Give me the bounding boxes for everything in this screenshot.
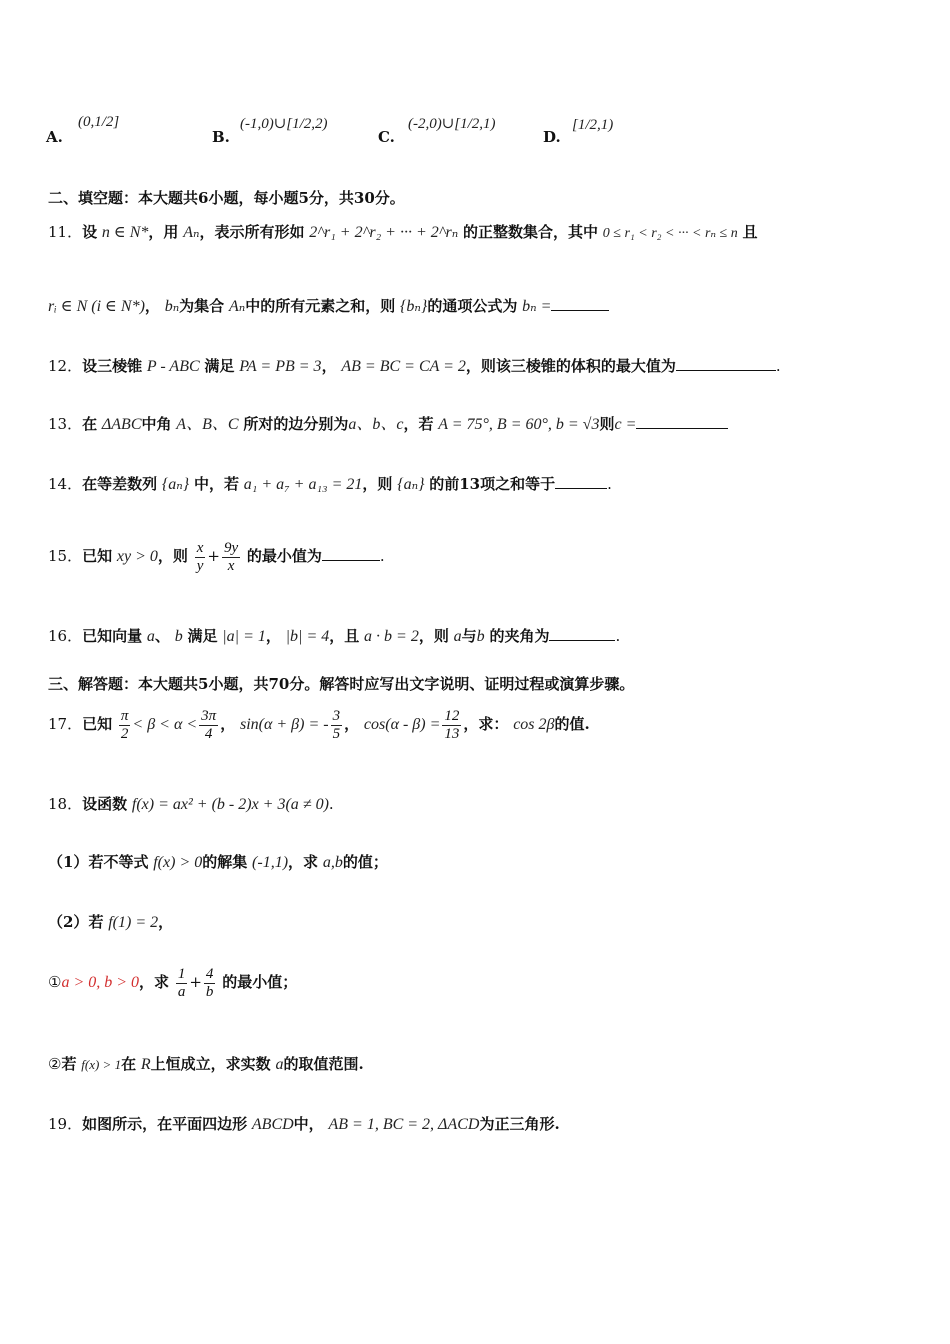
math: < β < α < — [132, 716, 198, 733]
math: rᵢ ∈ N (i ∈ N*) — [48, 298, 145, 315]
math: a,b — [322, 854, 343, 871]
text: 的解集 — [202, 853, 248, 871]
part-label: （1） — [48, 853, 89, 871]
numerator: 9y — [223, 539, 239, 556]
text: ，求： — [463, 715, 509, 733]
text: 的取值范围. — [283, 1055, 364, 1073]
question-17 — [48, 704, 910, 745]
math: f(x) = ax² + (b - 2)x + 3(a ≠ 0) — [131, 796, 329, 813]
math: a — [275, 1056, 284, 1073]
text: ， — [344, 715, 360, 733]
math: A = 75°, B = 60°, b = √3 — [438, 416, 600, 433]
text: 的最小值为 — [246, 547, 322, 565]
text: ， — [144, 297, 160, 315]
text: 中，若 — [193, 475, 239, 493]
text: 在 — [82, 415, 98, 433]
question-11 — [48, 222, 910, 244]
text: 所对的边分别为 — [243, 415, 349, 433]
math: {bₙ} — [400, 298, 428, 315]
text: ，表示所有形如 — [199, 223, 305, 241]
math: f(1) = 2 — [108, 914, 159, 931]
option-d-math: [1/2,1) — [572, 117, 614, 133]
option-label: A. — [46, 128, 63, 146]
text: ，则 — [157, 547, 188, 565]
math: {aₙ} — [161, 476, 190, 493]
question-number: 11． — [48, 223, 83, 241]
text: 中角 — [141, 415, 172, 433]
math: a — [146, 628, 155, 645]
text: . — [775, 357, 781, 375]
math: f(x) > 0 — [153, 854, 203, 871]
circled-number: ① — [48, 973, 62, 991]
question-16 — [48, 626, 910, 647]
text: 中， — [293, 1115, 324, 1133]
math: sin(α + β) = - — [239, 716, 329, 733]
question-18-part-2-sub-1 — [48, 962, 910, 1003]
option-label: B. — [212, 128, 230, 146]
question-number: 15． — [48, 547, 83, 565]
option-a-math: (0,1/2] — [78, 114, 120, 130]
question-number: 18． — [48, 795, 83, 813]
text: 已知向量 — [82, 627, 143, 645]
text: 的前13项之和等于 — [429, 475, 556, 493]
text: ，则该三棱锥的体积的最大值为 — [465, 357, 676, 375]
text: 已知 — [82, 715, 113, 733]
math: bₙ = — [522, 298, 552, 315]
math: xy > 0 — [116, 548, 158, 565]
question-11-line-2 — [48, 296, 910, 317]
math: bₙ — [164, 298, 180, 315]
text: 且 — [742, 223, 758, 241]
question-18 — [48, 794, 910, 815]
text: ，求 — [288, 853, 319, 871]
text: ， — [321, 357, 337, 375]
question-18-part-2 — [48, 912, 910, 933]
math: PA = PB = 3 — [239, 358, 322, 375]
option-b-math: (-1,0)∪[1/2,2) — [240, 116, 328, 132]
text: 如图所示，在平面四边形 — [82, 1115, 248, 1133]
section-heading-answer: 三、解答题：本大题共5小题，共70分。解答时应写出文字说明、证明过程或演算步骤。 — [48, 675, 635, 693]
answer-blank[interactable] — [549, 626, 615, 641]
question-12 — [48, 356, 910, 377]
math: cos(α - β) = — [363, 716, 441, 733]
text: 为集合 — [179, 297, 225, 315]
denominator: 5 — [332, 725, 341, 742]
option-label: C. — [378, 128, 395, 146]
text: 的最小值； — [222, 973, 298, 991]
text: 若不等式 — [88, 853, 149, 871]
text: 的正整数集合，其中 — [462, 223, 598, 241]
math: 0 ≤ r₁ < r₂ < ··· < rₙ ≤ n — [602, 226, 738, 241]
fraction-pi-over-2 — [119, 708, 131, 743]
answer-blank[interactable] — [636, 414, 728, 429]
math: |a| = 1 — [222, 628, 266, 645]
denominator: 4 — [204, 725, 213, 742]
text: 的通项公式为 — [427, 297, 518, 315]
math: 2^r₁ + 2^r₂ + ··· + 2^rₙ — [309, 224, 459, 241]
math: n ∈ N* — [101, 224, 149, 241]
text: ，且 — [329, 627, 360, 645]
text: 满足 — [204, 357, 235, 375]
question-number: 16． — [48, 627, 83, 645]
math: (-1,1) — [252, 854, 289, 871]
text: 在等差数列 — [82, 475, 158, 493]
numerator: 3 — [332, 707, 341, 724]
option-c — [378, 128, 395, 146]
option-c-math: (-2,0)∪[1/2,1) — [408, 116, 496, 132]
math: a · b = 2 — [364, 628, 419, 645]
math: R — [140, 1056, 151, 1073]
math: cos 2β — [513, 716, 555, 733]
text: 在 — [121, 1055, 137, 1073]
numerator: 12 — [444, 707, 460, 724]
math: |b| = 4 — [285, 628, 330, 645]
numerator: x — [196, 539, 204, 556]
text: ， — [220, 715, 236, 733]
text: 已知 — [82, 547, 113, 565]
fraction-3pi-over-4 — [199, 708, 218, 743]
numerator: π — [120, 707, 129, 724]
math: a、b、c — [348, 416, 404, 433]
text: ，则 — [362, 475, 393, 493]
answer-blank[interactable] — [551, 296, 609, 311]
text: 若 — [88, 913, 104, 931]
question-18-part-2-sub-2 — [48, 1054, 910, 1075]
question-number: 13． — [48, 415, 83, 433]
question-number: 14． — [48, 475, 83, 493]
text: 满足 — [187, 627, 218, 645]
denominator: y — [196, 557, 204, 574]
option-d — [543, 128, 561, 146]
math: AB = 1, BC = 2, ΔACD — [328, 1116, 480, 1133]
text: ，则 — [418, 627, 449, 645]
answer-blank[interactable] — [322, 546, 380, 561]
question-number: 12． — [48, 357, 83, 375]
text: ，用 — [148, 223, 179, 241]
text: 的夹角为 — [489, 627, 550, 645]
math: ΔABC — [101, 416, 142, 433]
option-label: D. — [543, 128, 561, 146]
text: 设 — [82, 223, 98, 241]
denominator: 13 — [444, 725, 460, 742]
option-a — [46, 128, 63, 146]
math: a > 0, b > 0 — [61, 974, 140, 991]
numerator: 4 — [205, 965, 214, 982]
text: . — [379, 547, 385, 565]
denominator: x — [227, 557, 235, 574]
fraction-3-over-5 — [331, 708, 343, 743]
question-15: 15．已知 xy > 0，则 $\frac{x}{y}$ + $\frac{9y}{x}$ 的最小值为 . — [48, 539, 385, 574]
math: Aₙ — [228, 298, 246, 315]
text: ， — [158, 913, 174, 931]
math: {aₙ} — [397, 476, 425, 493]
fraction-4-over-b — [204, 966, 216, 1001]
math: ABCD — [251, 1116, 294, 1133]
math: a — [453, 628, 462, 645]
denominator: a — [177, 983, 186, 1000]
fraction-1-over-a — [176, 966, 188, 1001]
text: 、 — [154, 627, 170, 645]
math: AB = BC = CA = 2 — [341, 358, 466, 375]
text: 若 — [61, 1055, 77, 1073]
numerator: 1 — [177, 965, 186, 982]
question-14 — [48, 474, 910, 495]
fraction-12-over-13 — [442, 708, 461, 743]
text: 设三棱锥 — [82, 357, 143, 375]
text: ，求 — [139, 973, 170, 991]
math: P - ABC — [146, 358, 200, 375]
question-number: 19． — [48, 1115, 83, 1133]
text: 为正三角形. — [479, 1115, 560, 1133]
text: 设函数 — [82, 795, 128, 813]
fraction-9y-over-x — [222, 540, 240, 575]
math: A、B、C — [176, 416, 239, 433]
math: c = — [614, 416, 637, 433]
text: . — [607, 475, 612, 493]
text: ，若 — [403, 415, 434, 433]
section-heading-fill-in: 二、填空题：本大题共6小题，每小题5分，共30分。 — [48, 189, 405, 207]
question-number: 17． — [48, 715, 83, 733]
math: b — [174, 628, 183, 645]
text: . — [328, 795, 334, 813]
math: f(x) > 1 — [81, 1057, 122, 1072]
text: . — [615, 627, 621, 645]
question-19 — [48, 1114, 910, 1135]
option-b — [212, 128, 230, 146]
answer-blank[interactable] — [676, 356, 776, 371]
text: 与 — [461, 627, 477, 645]
text: 的值. — [554, 715, 590, 733]
text: 则 — [599, 415, 615, 433]
text: 上恒成立，求实数 — [150, 1055, 271, 1073]
text: ， — [265, 627, 281, 645]
question-18-part-1 — [48, 852, 910, 873]
circled-number: ② — [48, 1055, 62, 1073]
math: b — [476, 628, 485, 645]
denominator: 2 — [120, 725, 129, 742]
math: Aₙ — [183, 224, 200, 241]
plus-sign: + — [189, 973, 202, 991]
numerator: 3π — [201, 707, 217, 724]
answer-blank[interactable] — [555, 474, 607, 489]
text: 的值； — [342, 853, 388, 871]
part-label: （2） — [48, 913, 89, 931]
fraction-x-over-y — [195, 540, 206, 575]
text: 中的所有元素之和，则 — [245, 297, 396, 315]
math: a₁ + a₇ + a₁₃ = 21 — [243, 476, 363, 493]
question-13 — [48, 414, 910, 435]
denominator: b — [205, 983, 214, 1000]
